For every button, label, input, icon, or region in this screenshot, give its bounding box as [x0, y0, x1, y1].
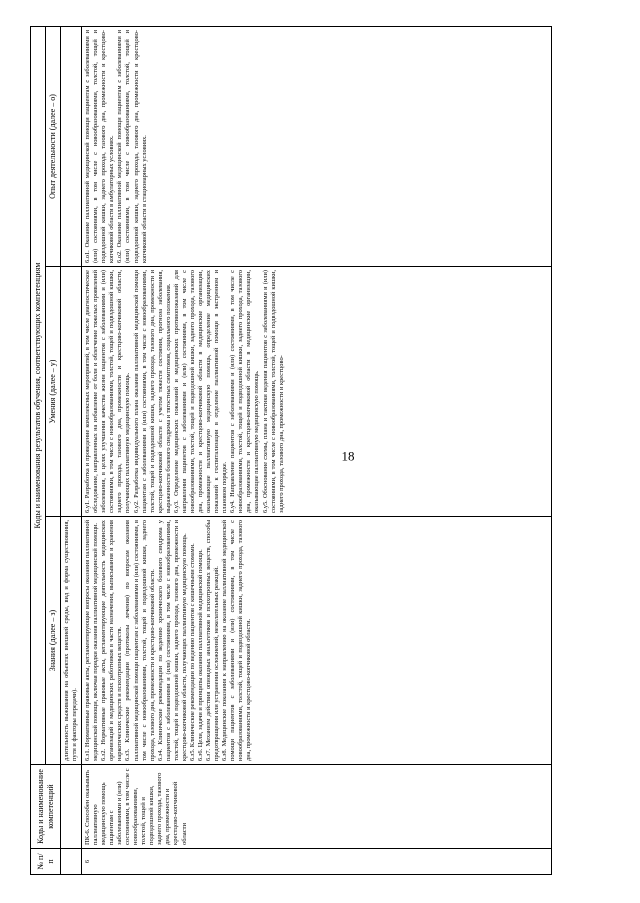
row-number: 6: [82, 849, 552, 875]
skill-item: 6.у2. Разработка индивидуального плана оказания паллиативной медицинской помощи пациентам с заболеваниями и (или) состояниями, в том числе с новообразованиями, толстой, тощей и подвздошной кишки, заднего прохода, тазового дна, промежности и крестцово-копчиковой области с учетом тяжести состояния, прогноза заболевания, выраженности болевого синдрома и тягостных симптомов, социального положения.: [132, 270, 172, 513]
knowledge-item: 6.з4. Клинические рекомендации по ведению хронического болевого синдрома у пациентов с заболеваниями и (или) состояниями, в том числе с новообразованиями, толстой, тощей и подвздошной кишки, заднего прохода, тазового дна, промежности и крестцово-копчиковой области, получающих паллиативную медицинскую помощь.: [156, 520, 188, 761]
results-group-header: Коды и наименования результатов обучения, соответствующих компетенциям: [31, 27, 46, 765]
knowledge-item: 6.з3. Клинические рекомендации (протоколы лечения) по вопросам оказания паллиативной медицинской помощи пациентам с заболеваниями и (или) состояниями, в том числе с новообразованиями, толстой, тощей и подвздошной кишки, заднего прохода, тазового дна, промежности и крестцово-копчиковой области.: [124, 520, 156, 761]
skill-item: 6.у4. Направление пациентов с заболеваниями и (или) состояниями, в том числе с новообразованиями, толстой, тощей и подвздошной кишки, заднего прохода, тазового дна, промежности и крестцово-копчиковой области в медицинские организации, оказывающие паллиативную медицинскую помощь.: [229, 270, 261, 513]
competency-cell: ПК-6. Способен оказывать паллиативную медицинскую помощь пациентам с заболеваниями и (или) состояниями, в том числе с новообразованиями, толстой, тощей и подвздошной кишки, заднего прохода, тазового дна, промежности и крестцово-копчиковой области: [82, 765, 552, 849]
col-skills-header: Умения (далее – у): [46, 267, 61, 517]
knowledge-item: 6.з7. Механизм действия опиоидных анальгетиков и психотропных веществ, способы предотвращения или устранения осложнений, нежелательных реакций.: [205, 520, 221, 761]
knowledge-item: 6.з8. Медицинские показания к направлению на оказание паллиативной медицинской помощи пациентов с заболеваниями и (или) состояниями, в том числе с новообразованиями, толстой, тощей и подвздошной кишки, заднего прохода, тазового дна, промежности и крестцово-копчиковой области.: [221, 520, 253, 761]
table-row: [82, 27, 552, 875]
knowledge-item: 6.з1. Нормативные правовые акты, регламентирующие вопросы оказания паллиативной медицинской помощи, включая порядки оказания паллиативной медицинской помощи.: [84, 520, 100, 761]
carryover-text: длительность выживания на объектах внешней среды, вид и форма существования, пути и факторы передачи).: [61, 517, 82, 765]
skills-cell: [82, 267, 552, 517]
knowledge-item: 6.з5. Клинические рекомендации по ведению пациентов с кишечными стомами.: [188, 543, 196, 761]
header-row-1: [31, 27, 46, 875]
experience-item: 6.о1. Оказание паллиативной медицинской помощи пациентам с заболеваниями и (или) состояниями, в том числе с новообразованиями, толстой, тощей и подвздошной кишки, заднего прохода, тазового дна, промежности и крестцово-копчиковой области в амбулаторных условиях.: [84, 30, 116, 263]
knowledge-item: 6.з6. Цели, задачи и принципы оказания паллиативной медицинской помощи.: [197, 549, 204, 761]
knowledge-item: 6.з2. Нормативные правовые акты, регламентирующие деятельность медицинских организаций и медицинских работников в части назначения, выписывания и хранения наркотических средств и психотропных веществ.: [100, 520, 124, 761]
page-number: 18: [341, 448, 355, 464]
skill-item: 6.у3. Определение медицинских показаний и медицинских противопоказаний для направления пациентов с заболеваниями и (или) состояниями, в том числе с новообразованиями, толстой, тощей и подвздошной кишки, заднего прохода, тазового дна, промежности и крестцово-копчиковой области в медицинские организации, оказывающие паллиативную медицинскую помощь, определение медицинских показаний к госпитализации в отделение паллиативной помощи в экстренном и плановом порядке.: [172, 270, 229, 513]
col-codes-header: Коды и наименование компетенций: [31, 765, 61, 849]
experience-item: 6.о2. Оказание паллиативной медицинской помощи пациентам с заболеваниями и (или) состояниями, в том числе с новообразованиями, толстой, тощей и подвздошной кишки, заднего прохода, тазового дна, промежности и крестцово-копчиковой области в стационарных условиях.: [116, 30, 148, 263]
knowledge-cell: [82, 517, 552, 765]
skill-item: 6.у5. Обоснование схемы, плана и тактики ведения пациентов с заболеваниями и (или) состояниями, в том числе с новообразованиями, толстой, тощей и подвздошной кишки, заднего прохода, тазового дна, промежности и крестцово-: [261, 270, 285, 513]
carryover-row: [61, 27, 82, 875]
skill-item: 6.у1. Разработка и проведение комплексных мероприятий, в том числе диагностическое обследование, направленных на избавление от боли и облегчение тяжелых проявлений заболевания, в целях улучшения качества жизни пациентов с заболеваниями и (или) состояниями, в том числе с новообразованиями, толстой, тощей и подвздошной кишки, заднего прохода, тазового дна, промежности и крестцово-копчиковой области, получающих паллиативную медицинскую помощь.: [84, 270, 132, 513]
col-experience-header: Опыт деятельности (далее – о): [46, 27, 61, 267]
col-number-header: № п/п: [31, 849, 61, 875]
col-knowledge-header: Знания (далее – з): [46, 517, 61, 765]
experience-cell: [82, 27, 552, 267]
competency-table: [30, 26, 552, 875]
header-row-2: [46, 27, 61, 875]
